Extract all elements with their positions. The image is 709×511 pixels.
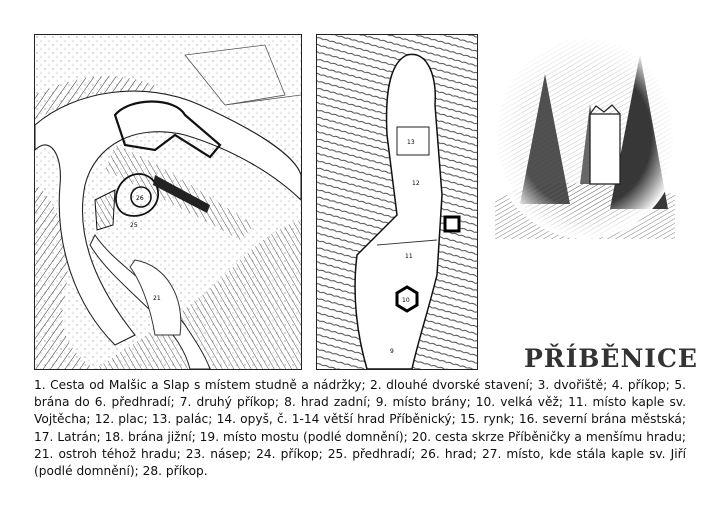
site-map-panel	[34, 34, 302, 370]
site-map-drawing	[35, 35, 301, 369]
label-9: 9	[390, 348, 394, 355]
label-25: 25	[130, 222, 138, 229]
label-26: 26	[136, 195, 144, 202]
label-11: 11	[405, 253, 413, 260]
castle-plan-drawing	[317, 35, 477, 369]
legend-text: 1. Cesta od Malšic a Slap s místem studně a nádržky; 2. dlouhé dvorské stavení; 3. dvořiště; 4. příkop; 5. brána do 6. předhradí; 7. druhý příkop; 8. hrad zadní; 9. místo brány; 10. velká věž; 11. místo kaple sv. Vojtěcha; 12. plac; 13. palác; 14. opyš, č. 1-14 větší hrad Příběnický; 15. rynk; 16. severní brána městská; 17. Latrán; 18. brána jižní; 19. místo mostu (podlé domnění); 20. cesta skrze Příběničky a menšímu hradu; 21. ostroh téhož hradu; 23. násep; 24. příkop; 25. předhradí; 26. hrad; 27. místo, kde stála kaple sv. Jiří (podlé domnění); 28. příkop.	[34, 378, 686, 479]
ruins-vignette-illustration	[490, 34, 680, 239]
label-13: 13	[407, 139, 415, 146]
castle-plan-panel	[316, 34, 478, 370]
label-21: 21	[153, 295, 161, 302]
label-10: 10	[402, 297, 410, 304]
label-12: 12	[412, 180, 420, 187]
page-title: PŘÍBĚNICE	[524, 344, 698, 373]
